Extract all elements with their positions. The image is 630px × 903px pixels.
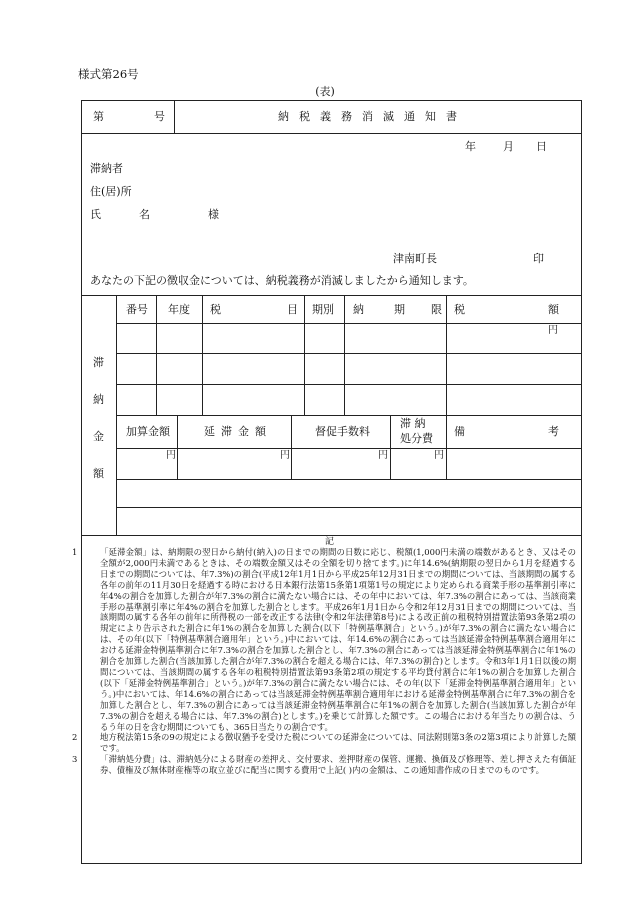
note-text: 「滞納処分費」は、滞納処分による財産の差押え、交付要求、差押財産の保管、運搬、換価及び修理等、差し押さえた有価証券、債権及び無体財産権等の取立並びに配当に関する費用で上記( )内の金額は、この通知書作成の日までのものです。 <box>100 754 576 776</box>
note-text: 地方税法第15条の9の規定による徴収猶予を受けた税についての延滞金については、同法附則第3条の2第3項により計算した額です。 <box>100 732 576 754</box>
header-divider <box>82 133 581 134</box>
note-item <box>72 547 576 732</box>
row-divider <box>116 448 581 449</box>
number-label-2: 号 <box>154 110 165 123</box>
col-divider <box>156 295 157 415</box>
notes-section <box>72 547 576 776</box>
number-label-1: 第 <box>93 110 104 123</box>
header-number: 番号 <box>126 303 148 316</box>
col-divider <box>446 415 447 479</box>
header-vdivider <box>174 101 175 133</box>
side-label: (表) <box>315 85 335 98</box>
name-label-1: 氏 <box>90 208 101 221</box>
taxpayer-label: 滞納者 <box>90 162 123 175</box>
issuer-name: 津南町長 <box>393 252 437 265</box>
date-year: 年 <box>465 140 476 153</box>
table-bottom <box>82 535 581 536</box>
row-divider <box>116 353 581 354</box>
row-divider <box>116 415 581 416</box>
note-item <box>72 754 576 776</box>
header-disposition-2: 処分費 <box>400 432 433 445</box>
col-divider <box>202 295 203 415</box>
header-disposition-1: 滞 納 <box>400 417 426 430</box>
header-amount-1: 税 <box>454 303 465 316</box>
date-month: 月 <box>503 140 514 153</box>
col-divider <box>390 415 391 479</box>
header-amount-2: 額 <box>548 303 559 316</box>
yen-unit: 円 <box>378 450 388 461</box>
header-remarks-1: 備 <box>454 425 465 438</box>
note-number: 1 <box>72 547 78 557</box>
header-deadline-3: 限 <box>431 303 442 316</box>
header-year: 年度 <box>168 303 190 316</box>
date-day: 日 <box>536 140 547 153</box>
header-dunning: 督促手数料 <box>315 425 370 438</box>
header-deadline-2: 期 <box>394 303 405 316</box>
side-label-char: 金 <box>93 430 104 443</box>
notice-message: あなたの下記の徴収金については、納税義務が消滅しましたから通知します。 <box>90 274 474 287</box>
col-divider <box>344 295 345 415</box>
col-divider <box>446 295 447 415</box>
document-title: 納税義務消滅通知書 <box>278 110 467 123</box>
col-divider <box>291 415 292 479</box>
col-divider <box>177 415 178 479</box>
yen-unit: 円 <box>548 325 558 336</box>
row-divider <box>116 323 581 324</box>
header-remarks-2: 考 <box>548 425 559 438</box>
side-label-char: 滞 <box>93 356 104 369</box>
yen-unit: 円 <box>166 450 176 461</box>
yen-unit: 円 <box>280 450 290 461</box>
row-divider <box>116 507 581 508</box>
row-divider <box>116 479 581 480</box>
name-label-2: 名 <box>139 208 150 221</box>
header-tax-2: 目 <box>287 303 298 316</box>
header-deadline-1: 納 <box>353 303 364 316</box>
col-divider <box>304 295 305 415</box>
address-label: 住(居)所 <box>90 185 132 198</box>
side-label-char: 額 <box>93 467 104 480</box>
yen-unit: 円 <box>434 450 444 461</box>
header-delinquency: 延滞金額 <box>204 425 272 438</box>
note-number: 2 <box>72 732 78 743</box>
note-item <box>72 732 576 754</box>
header-term: 期別 <box>312 303 334 316</box>
honorific: 様 <box>208 208 219 221</box>
row-divider <box>116 384 581 385</box>
note-number: 3 <box>72 754 78 765</box>
notes-title: 記 <box>325 537 335 547</box>
note-text: 「延滞金額」は、納期限の翌日から納付(納入)の日までの期間の日数に応じ、税額(1,000円未満の端数があるとき、又はその全額が2,000円未満であるときは、その端数金額又はその全額を切り捨てます。)に年14.6%(納期限の翌日から1月を経過する日までの期間については、年7.3%)の割合(平成12年1月1日から平成25年12月31日までの期間については、当該期間の属する各年の前年の11月30日を経過する時における日本銀行法第15条第1項第1号の規定により定められる商業手形の基準割引率に年4%の割合を加算した割合が年7.3%の割合に満たない場合には、その年中においては、年7.3%の割合にあっては、当該商業手形の基準割引率に年4%の割合を加算した割合とします。平成26年1月1日から令和2年12月31日までの期間については、当該期間の属する各年の前年に所得税の一部を改正する法律(令和2年法律第8号)による改正前の租税特別措置法第93条第2項の規定により告示された割合に年1%の割合を加算した割合(以下「特例基準割合」という。)が年7.3%の割合に満たない場合には、その年(以下「特例基準割合適用年」という。)中においては、年14.6%の割合にあっては当該延滞金特例基準割合適用年における延滞金特例基準割合に年7.3%の割合を加算した割合とし、年7.3%の割合にあっては当該延滞金特例基準割合に年1%の割合を加算した割合(当該加算した割合が年7.3%の割合を超える場合には、年7.3%の割合)とします。令和3年1月1日以後の期間については、当該期間の属する各年の租税特別措置法第93条第2項の規定する平均貸付割合に年1%の割合を加算した割合(以下「延滞金特例基準割合」という。)が年7.3%の割合に満たない場合には、その年(以下「延滞金特例基準割合適用年」という。)中においては、年14.6%の割合にあっては当該延滞金特例基準割合適用年における延滞金特例基準割合に年7.3%の割合を加算した割合とし、年7.3%の割合にあっては当該延滞金特例基準割合に年1%の割合を加算した割合(当該加算した割合が年7.3%の割合を超える場合には、年7.3%の割合)とします。)を乗じて計算した額です。この場合における年当たりの割合は、うるう年の日を含む期間についても、365日当たりの割合です。 <box>100 547 576 732</box>
side-label-char: 納 <box>93 393 104 406</box>
header-tax-1: 税 <box>210 303 221 316</box>
seal-mark: 印 <box>533 252 544 265</box>
header-surcharge: 加算金額 <box>126 425 170 438</box>
form-number: 様式第26号 <box>78 67 139 81</box>
